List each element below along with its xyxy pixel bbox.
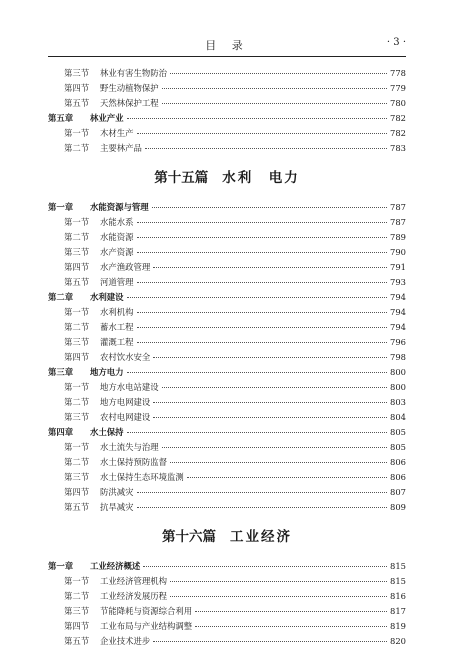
- entry-number: 第五节: [64, 277, 90, 287]
- entry-title: 天然林保护工程: [100, 98, 159, 108]
- entry-title: 防洪减灾: [100, 487, 134, 497]
- entry-number: 第四节: [64, 487, 90, 497]
- entry-title: 灌溉工程: [100, 337, 134, 347]
- entry-title: 工业经济发展历程: [100, 591, 167, 601]
- dot-leader: [162, 447, 387, 448]
- entry-number: 第四节: [64, 262, 90, 272]
- part-number: 第十五篇: [154, 170, 209, 186]
- toc-section-entry[interactable]: [48, 215, 406, 230]
- entry-page-number: 796: [390, 337, 406, 347]
- dot-leader: [137, 327, 388, 328]
- entry-number: 第二节: [64, 591, 90, 601]
- dot-leader: [137, 237, 388, 238]
- entry-title: 地方水电站建设: [100, 382, 159, 392]
- dot-leader: [153, 641, 387, 642]
- entry-number: 第三节: [64, 472, 90, 482]
- entry-title: 木材生产: [100, 128, 134, 138]
- toc-chapter-entry[interactable]: [48, 425, 406, 440]
- entry-page-number: 807: [390, 487, 406, 497]
- entry-number: 第一节: [64, 128, 90, 138]
- dot-leader: [153, 357, 387, 358]
- part-number: 第十六篇: [162, 529, 216, 545]
- entry-page-number: 809: [390, 502, 406, 512]
- entry-page-number: 805: [390, 442, 406, 452]
- entry-number: 第二节: [64, 322, 90, 332]
- entry-title: 水产渔政管理: [100, 262, 151, 272]
- dot-leader: [152, 207, 387, 208]
- entry-page-number: 778: [390, 68, 406, 78]
- entry-title: 节能降耗与资源综合利用: [100, 606, 193, 616]
- part-heading: [48, 515, 406, 559]
- entry-number: 第一节: [64, 217, 90, 227]
- entry-number: 第三章: [48, 367, 74, 377]
- entry-page-number: 779: [390, 83, 406, 93]
- entry-number: 第一节: [64, 576, 90, 586]
- toc-section-entry[interactable]: [48, 500, 406, 515]
- entry-number: 第一节: [64, 307, 90, 317]
- toc-section-entry[interactable]: [48, 455, 406, 470]
- entry-number: 第四章: [48, 427, 74, 437]
- entry-page-number: 806: [390, 472, 406, 482]
- entry-title: 水利机构: [100, 307, 134, 317]
- entry-title: 河道管理: [100, 277, 134, 287]
- dot-leader: [162, 387, 387, 388]
- toc-chapter-entry[interactable]: [48, 200, 406, 215]
- dot-leader: [195, 611, 387, 612]
- toc-section-entry[interactable]: [48, 126, 406, 141]
- entry-number: 第四节: [64, 352, 90, 362]
- entry-page-number: 787: [390, 217, 406, 227]
- toc-section-entry[interactable]: [48, 305, 406, 320]
- entry-page-number: 817: [390, 606, 406, 616]
- entry-page-number: 793: [390, 277, 406, 287]
- entry-title: 水土流失与治理: [100, 442, 159, 452]
- entry-title: 蓄水工程: [100, 322, 134, 332]
- toc-section-entry[interactable]: [48, 81, 406, 96]
- entry-page-number: 780: [390, 98, 406, 108]
- entry-number: 第三节: [64, 337, 90, 347]
- entry-title: 水产资源: [100, 247, 134, 257]
- entry-title: 抗旱减灾: [100, 502, 134, 512]
- entry-number: 第五节: [64, 636, 90, 646]
- entry-number: 第二节: [64, 232, 90, 242]
- entry-number: 第一节: [64, 382, 90, 392]
- entry-page-number: 782: [390, 128, 406, 138]
- entry-number: 第五节: [64, 502, 90, 512]
- entry-page-number: 800: [390, 367, 406, 377]
- part-title: 水利 电力: [222, 170, 300, 186]
- entry-number: 第五节: [64, 98, 90, 108]
- entry-page-number: 805: [390, 427, 406, 437]
- dot-leader: [153, 417, 387, 418]
- toc-section-entry[interactable]: [48, 634, 406, 649]
- toc-section-entry[interactable]: [48, 410, 406, 425]
- table-of-contents: [48, 66, 406, 649]
- entry-title: 主要林产品: [100, 143, 142, 153]
- entry-page-number: 803: [390, 397, 406, 407]
- entry-number: 第三节: [64, 68, 90, 78]
- dot-leader: [170, 596, 387, 597]
- toc-chapter-entry[interactable]: [48, 365, 406, 380]
- entry-title: 工业经济概述: [90, 561, 141, 571]
- entry-title: 水能水系: [100, 217, 134, 227]
- entry-number: 第一章: [48, 202, 74, 212]
- dot-leader: [145, 148, 387, 149]
- entry-title: 水土保持预防监督: [100, 457, 167, 467]
- entry-title: 水土保持: [90, 427, 124, 437]
- dot-leader: [137, 312, 388, 313]
- dot-leader: [162, 88, 387, 89]
- dot-leader: [137, 492, 388, 493]
- entry-page-number: 794: [390, 322, 406, 332]
- entry-page-number: 800: [390, 382, 406, 392]
- toc-section-entry[interactable]: [48, 96, 406, 111]
- entry-page-number: 804: [390, 412, 406, 422]
- entry-title: 水能资源与管理: [90, 202, 149, 212]
- dot-leader: [127, 118, 388, 119]
- entry-title: 工业布局与产业结构调整: [100, 621, 193, 631]
- toc-section-entry[interactable]: [48, 395, 406, 410]
- toc-chapter-entry[interactable]: [48, 111, 406, 126]
- entry-title: 农村电网建设: [100, 412, 151, 422]
- entry-page-number: 820: [390, 636, 406, 646]
- dot-leader: [153, 267, 387, 268]
- dot-leader: [137, 222, 388, 223]
- dot-leader: [162, 103, 387, 104]
- dot-leader: [137, 133, 388, 134]
- entry-number: 第一章: [48, 561, 74, 571]
- entry-number: 第三节: [64, 247, 90, 257]
- entry-title: 水土保持生态环境监测: [100, 472, 184, 482]
- toc-section-entry[interactable]: [48, 604, 406, 619]
- entry-number: 第四节: [64, 83, 90, 93]
- toc-section-entry[interactable]: [48, 260, 406, 275]
- dot-leader: [137, 252, 388, 253]
- entry-page-number: 798: [390, 352, 406, 362]
- entry-page-number: 819: [390, 621, 406, 631]
- entry-number: 第三节: [64, 412, 90, 422]
- page-title: 目 录: [205, 39, 249, 52]
- dot-leader: [137, 342, 388, 343]
- toc-section-entry[interactable]: [48, 230, 406, 245]
- dot-leader: [187, 477, 387, 478]
- dot-leader: [127, 372, 388, 373]
- entry-title: 林业产业: [90, 113, 124, 123]
- dot-leader: [137, 507, 388, 508]
- dot-leader: [195, 626, 387, 627]
- toc-section-entry[interactable]: [48, 275, 406, 290]
- entry-number: 第二章: [48, 292, 74, 302]
- entry-title: 地方电网建设: [100, 397, 151, 407]
- entry-page-number: 783: [390, 143, 406, 153]
- entry-number: 第五章: [48, 113, 74, 123]
- toc-chapter-entry[interactable]: [48, 290, 406, 305]
- entry-number: 第二节: [64, 457, 90, 467]
- toc-section-entry[interactable]: [48, 66, 406, 81]
- entry-title: 农村饮水安全: [100, 352, 151, 362]
- dot-leader: [137, 282, 388, 283]
- toc-section-entry[interactable]: [48, 350, 406, 365]
- entry-page-number: 782: [390, 113, 406, 123]
- entry-title: 工业经济管理机构: [100, 576, 167, 586]
- dot-leader: [153, 402, 387, 403]
- page-number: · 3 ·: [386, 37, 406, 48]
- toc-chapter-entry[interactable]: [48, 559, 406, 574]
- page-header: [48, 37, 406, 53]
- toc-section-entry[interactable]: [48, 320, 406, 335]
- dot-leader: [127, 432, 388, 433]
- entry-page-number: 794: [390, 292, 406, 302]
- part-title: 工业经济: [230, 529, 292, 545]
- entry-page-number: 815: [390, 576, 406, 586]
- dot-leader: [170, 581, 387, 582]
- dot-leader: [170, 73, 387, 74]
- toc-section-entry[interactable]: [48, 141, 406, 156]
- entry-title: 水能资源: [100, 232, 134, 242]
- entry-page-number: 815: [390, 561, 406, 571]
- header-rule: [48, 56, 406, 57]
- entry-page-number: 806: [390, 457, 406, 467]
- entry-number: 第四节: [64, 621, 90, 631]
- dot-leader: [170, 462, 387, 463]
- entry-page-number: 789: [390, 232, 406, 242]
- dot-leader: [143, 566, 387, 567]
- entry-title: 林业有害生物防治: [100, 68, 167, 78]
- dot-leader: [127, 297, 388, 298]
- entry-number: 第一节: [64, 442, 90, 452]
- entry-page-number: 790: [390, 247, 406, 257]
- entry-title: 地方电力: [90, 367, 124, 377]
- toc-section-entry[interactable]: [48, 335, 406, 350]
- toc-section-entry[interactable]: [48, 574, 406, 589]
- entry-title: 水利建设: [90, 292, 124, 302]
- entry-number: 第二节: [64, 143, 90, 153]
- entry-page-number: 791: [390, 262, 406, 272]
- entry-number: 第二节: [64, 397, 90, 407]
- toc-section-entry[interactable]: [48, 440, 406, 455]
- entry-page-number: 787: [390, 202, 406, 212]
- entry-title: 野生动植物保护: [100, 83, 159, 93]
- toc-section-entry[interactable]: [48, 380, 406, 395]
- entry-page-number: 794: [390, 307, 406, 317]
- toc-section-entry[interactable]: [48, 470, 406, 485]
- entry-number: 第三节: [64, 606, 90, 616]
- entry-page-number: 816: [390, 591, 406, 601]
- toc-section-entry[interactable]: [48, 619, 406, 634]
- toc-section-entry[interactable]: [48, 485, 406, 500]
- toc-section-entry[interactable]: [48, 589, 406, 604]
- toc-section-entry[interactable]: [48, 245, 406, 260]
- part-heading: [48, 156, 406, 200]
- entry-title: 企业技术进步: [100, 636, 151, 646]
